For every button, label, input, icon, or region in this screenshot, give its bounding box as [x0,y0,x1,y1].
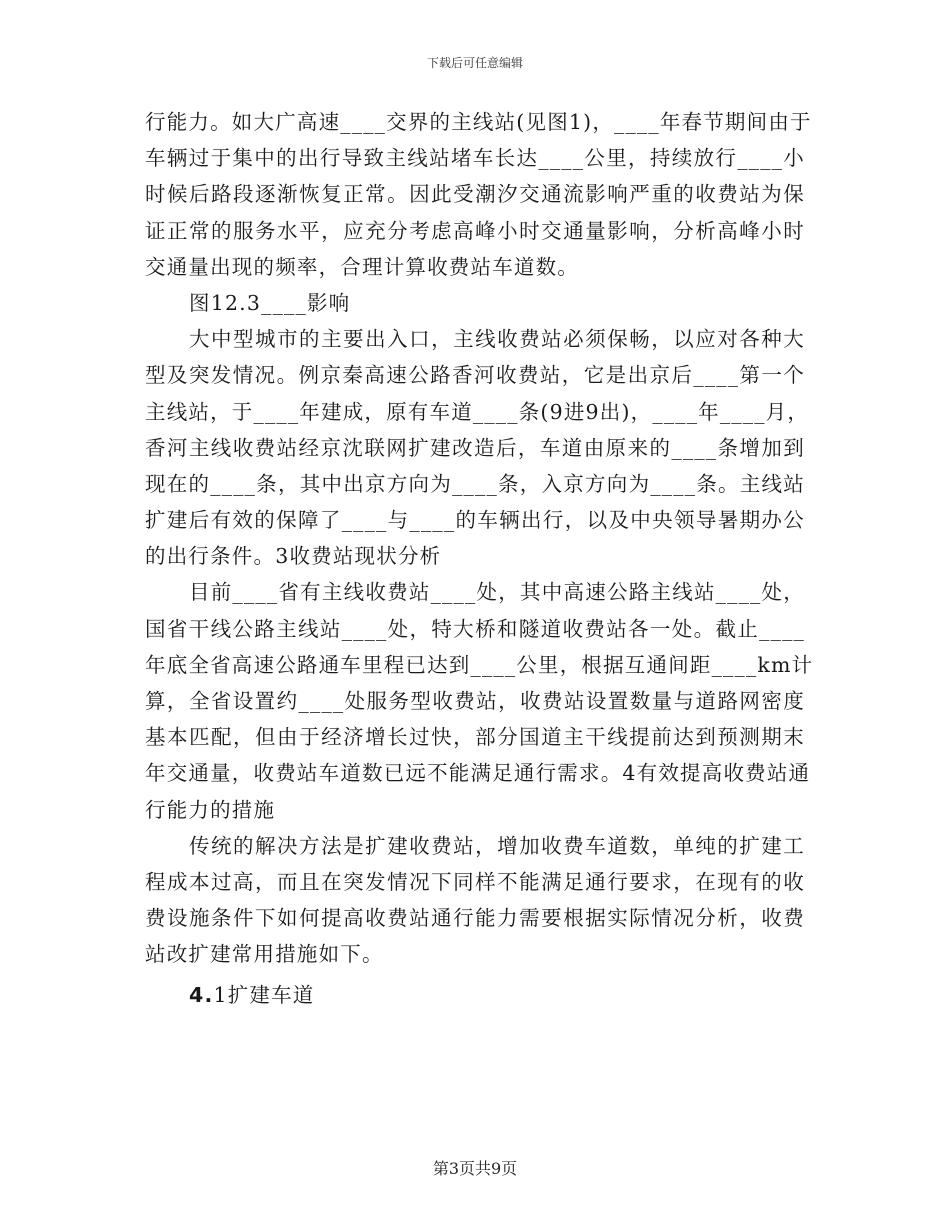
figure-caption: 图12.3____影响 [189,290,351,315]
text-line: 年底全省高速公路通车里程已达到____公里，根据互通间距____km计 [145,652,814,677]
text-line: 目前____省有主线收费站____处，其中高速公路主线站____处， [189,580,805,605]
text-line: 基本匹配，但由于经济增长过快，部分国道主干线提前达到预测期末 [145,725,805,750]
text-line: 型及突发情况。例京秦高速公路香河收费站，它是出京后____第一个 [145,363,805,388]
text-line: 费设施条件下如何提高收费站通行能力需要根据实际情况分析，收费 [145,906,805,931]
text-line: 传统的解决方法是扩建收费站，增加收费车道数，单纯的扩建工 [189,833,805,858]
text-line: 现在的____条，其中出京方向为____条，入京方向为____条。主线站 [145,471,805,496]
text-line: 行能力。如大广高速____交界的主线站(见图1)，____年春节期间由于 [145,110,812,134]
text-line: 主线站，于____年建成，原有车道____条(9进9出)，____年____月， [145,399,810,424]
text-line: 交通量出现的频率，合理计算收费站车道数。 [145,254,579,279]
text-line: 证正常的服务水平，应充分考虑高峰小时交通量影响，分析高峰小时 [145,218,805,243]
section-title: 1扩建车道 [213,982,315,1007]
text-line: 行能力的措施 [145,797,276,822]
section-heading [145,977,805,1013]
text-line: 时候后路段逐渐恢复正常。因此受潮汐交通流影响严重的收费站为保 [145,182,805,207]
text-line: 程成本过高，而且在突发情况下同样不能满足通行要求，在现有的收 [145,869,805,894]
text-line: 国省干线公路主线站____处，特大桥和隧道收费站各一处。截止____ [145,616,805,641]
text-line: 的出行条件。3收费站现状分析 [145,544,442,569]
text-line: 扩建后有效的保障了____与____的车辆出行，以及中央领导暑期办公 [145,508,805,533]
text-line: 站改扩建常用措施如下。 [145,942,384,967]
page-header: 下载后可任意编辑 [426,56,523,70]
document-body [145,104,814,1013]
page-footer: 第3页共9页 [432,1159,518,1178]
text-line: 年交通量，收费站车道数已远不能满足通行需求。4有效提高收费站通 [145,761,811,786]
paragraph-3 [145,574,814,827]
paragraph-4 [145,828,805,973]
paragraph-1 [145,104,812,285]
text-line: 车辆过于集中的出行导致主线站堵车长达____公里，持续放行____小 [145,146,805,171]
text-line: 算，全省设置约____处服务型收费站，收费站设置数量与道路网密度 [145,689,805,713]
paragraph-2 [145,321,810,574]
section-number: 4. [189,982,214,1007]
text-line: 香河主线收费站经京沈联网扩建改造后，车道由原来的____条增加到 [145,435,805,460]
text-line: 大中型城市的主要出入口，主线收费站必须保畅，以应对各种大 [189,327,805,352]
